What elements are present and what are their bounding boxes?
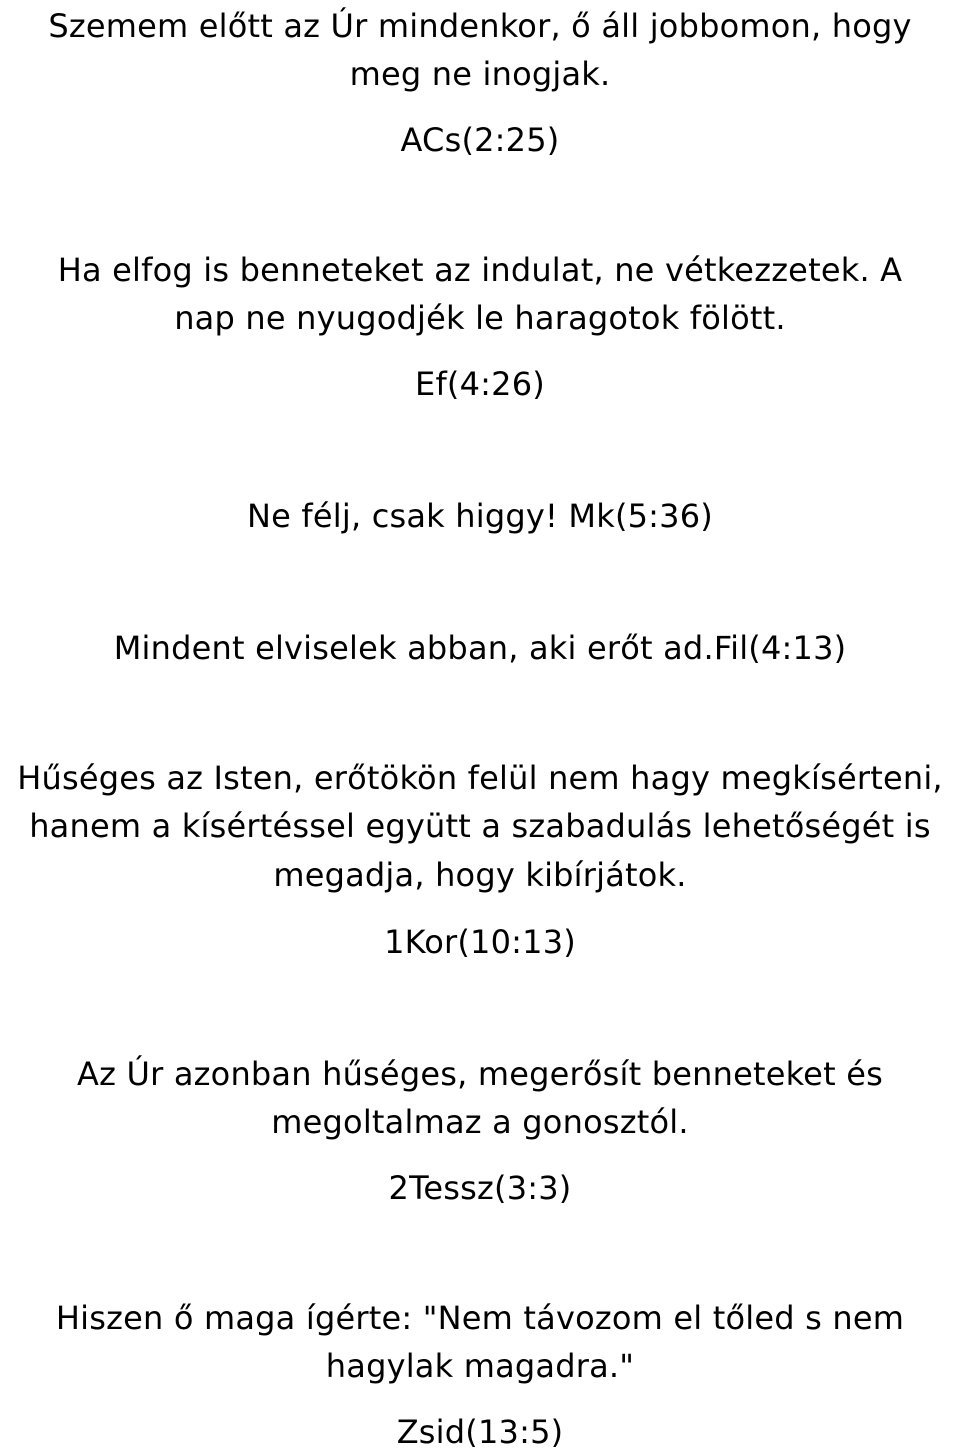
verse-text-line: Hiszen ő maga ígérte: "Nem távozom el tőled s nem (55, 1299, 905, 1337)
verse-text-line: nap ne nyugodjék le haragotok fölött. (174, 299, 786, 337)
verse-text-line: Mindent elviselek abban, aki erőt ad.Fil(4:13) (113, 629, 847, 667)
verse-text-line: meg ne inogjak. (349, 55, 611, 93)
verse-text-line: Ne félj, csak higgy! Mk(5:36) (247, 497, 713, 535)
verse-reference: Zsid(13:5) (396, 1413, 564, 1451)
verse-text-line: Az Úr azonban hűséges, megerősít benneteket és (77, 1055, 883, 1093)
verse-text-line: megadja, hogy kibírjátok. (273, 856, 687, 894)
verse-text-line: megoltalmaz a gonosztól. (271, 1103, 689, 1141)
verse-reference: 1Kor(10:13) (384, 923, 576, 961)
verse-text-line: hagylak magadra." (325, 1347, 635, 1385)
verse-reference: 2Tessz(3:3) (388, 1169, 572, 1207)
verse-text-line: Ha elfog is benneteket az indulat, ne vétkezzetek. A (57, 251, 903, 289)
verse-reference: ACs(2:25) (400, 121, 560, 159)
verse-text-line: Szemem előtt az Úr mindenkor, ő áll jobbomon, hogy (48, 7, 912, 45)
verse-text-line: hanem a kísértéssel együtt a szabadulás lehetőségét is (29, 807, 931, 845)
verse-text-line: Hűséges az Isten, erőtökön felül nem hagy megkísérteni, (17, 759, 943, 797)
verse-reference: Ef(4:26) (415, 365, 545, 403)
